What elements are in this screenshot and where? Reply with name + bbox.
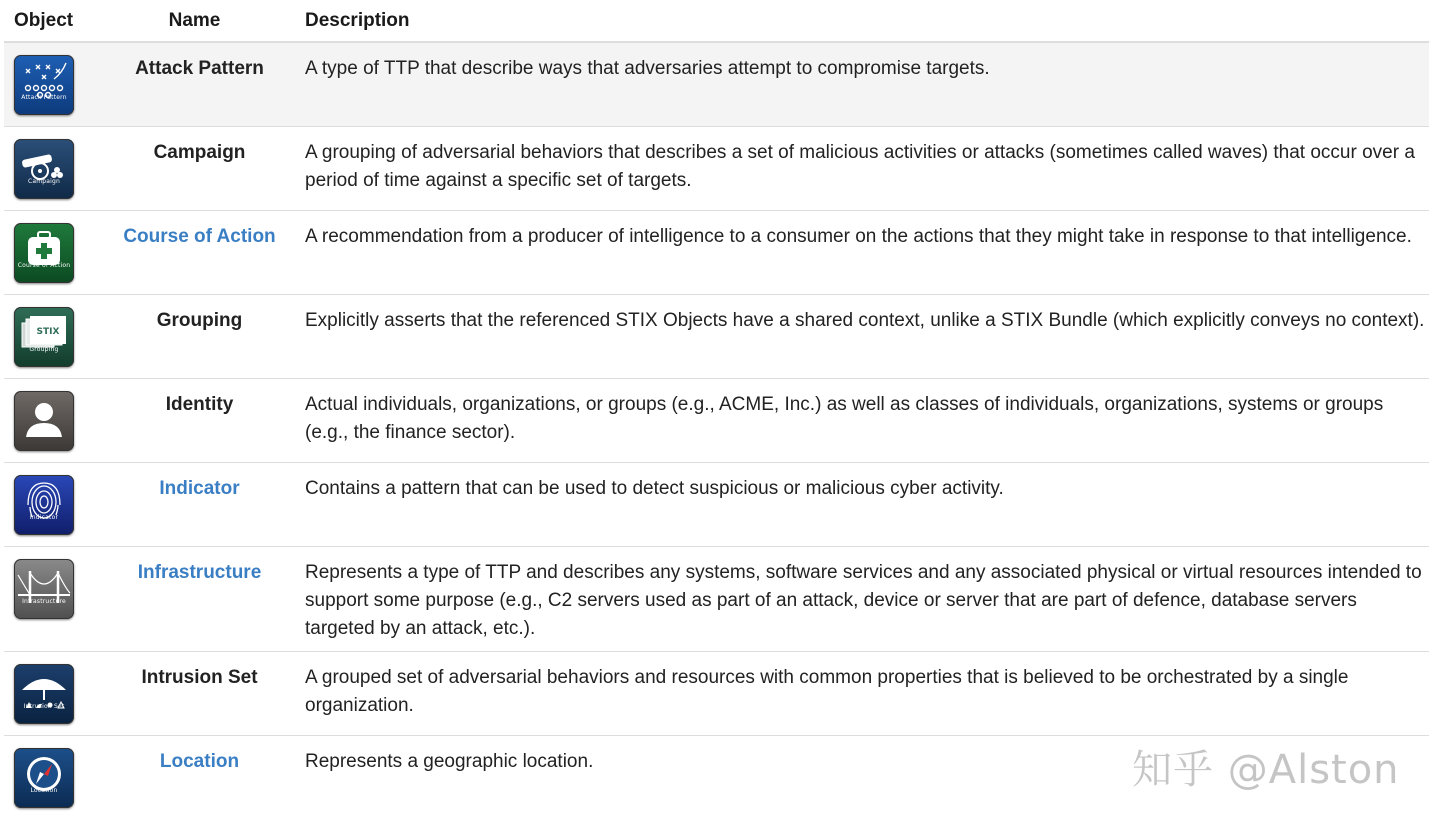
object-description: Actual individuals, organizations, or groups (e.g., ACME, Inc.) as well as classes of individuals, organizations, systems or groups (e.g., the finance sector).: [295, 378, 1429, 462]
object-name-link[interactable]: Infrastructure: [94, 546, 295, 651]
header-object: Object: [4, 0, 94, 42]
header-description: Description: [295, 0, 1429, 42]
icon-caption: Infrastructure: [22, 597, 66, 605]
object-description: Represents a type of TTP and describes any systems, software services and any associated physical or virtual resources intended to support some purpose (e.g., C2 servers used as part of an attack, device or server that are part of defence, database servers targeted by an attack, etc.).: [295, 546, 1429, 651]
object-name-link[interactable]: Attack Pattern: [94, 42, 295, 126]
object-name-link[interactable]: Intrusion Set: [94, 651, 295, 735]
icon-caption: Indicator: [29, 513, 59, 521]
object-description: A grouped set of adversarial behaviors and resources with common properties that is believed to be orchestrated by a single organization.: [295, 651, 1429, 735]
course-of-action-icon: [14, 223, 74, 283]
object-name-link[interactable]: Campaign: [94, 126, 295, 210]
header-name: Name: [94, 0, 295, 42]
icon-label: STIX: [36, 326, 60, 337]
table-row: [4, 546, 1429, 651]
object-description: A grouping of adversarial behaviors that describes a set of malicious activities or attacks (sometimes called waves) that occur over a period of time against a specific set of targets.: [295, 126, 1429, 210]
object-name-link[interactable]: Identity: [94, 378, 295, 462]
object-description: A recommendation from a producer of intelligence to a consumer on the actions that they might take in response to that intelligence.: [295, 210, 1429, 294]
icon-caption: Course of Action: [17, 261, 71, 269]
icon-caption: Campaign: [27, 177, 61, 185]
table-row: [4, 651, 1429, 735]
icon-caption: Intrusion Set: [23, 702, 65, 710]
icon-caption: Identity: [31, 429, 57, 437]
attack-pattern-icon: [14, 55, 74, 115]
identity-icon: [14, 391, 74, 451]
table-row: [4, 462, 1429, 546]
object-name-link[interactable]: Grouping: [94, 294, 295, 378]
object-name-link[interactable]: Course of Action: [94, 210, 295, 294]
table-row: [4, 42, 1429, 126]
campaign-icon: [14, 139, 74, 199]
object-name-link[interactable]: Indicator: [94, 462, 295, 546]
icon-caption: Attack Pattern: [21, 94, 67, 101]
table-row: [4, 378, 1429, 462]
object-description: Represents a geographic location.: [295, 735, 1429, 819]
object-description: Explicitly asserts that the referenced STIX Objects have a shared context, unlike a STIX Bundle (which explicitly conveys no context).: [295, 294, 1429, 378]
stix-objects-table: [4, 0, 1429, 819]
icon-caption: Grouping: [29, 345, 59, 353]
compass-icon: [14, 748, 74, 808]
object-description: A type of TTP that describe ways that adversaries attempt to compromise targets.: [295, 42, 1429, 126]
table-row: [4, 126, 1429, 210]
bridge-icon: [14, 559, 74, 619]
umbrella-icon: [14, 664, 74, 724]
table-header-row: [4, 0, 1429, 42]
object-description: Contains a pattern that can be used to detect suspicious or malicious cyber activity.: [295, 462, 1429, 546]
watermark: 知乎 @Alston: [1132, 747, 1400, 793]
grouping-icon: [14, 307, 74, 367]
table-row: [4, 210, 1429, 294]
table-row: [4, 294, 1429, 378]
object-name-link[interactable]: Location: [94, 735, 295, 819]
fingerprint-icon: [14, 475, 74, 535]
icon-caption: Location: [30, 786, 58, 794]
